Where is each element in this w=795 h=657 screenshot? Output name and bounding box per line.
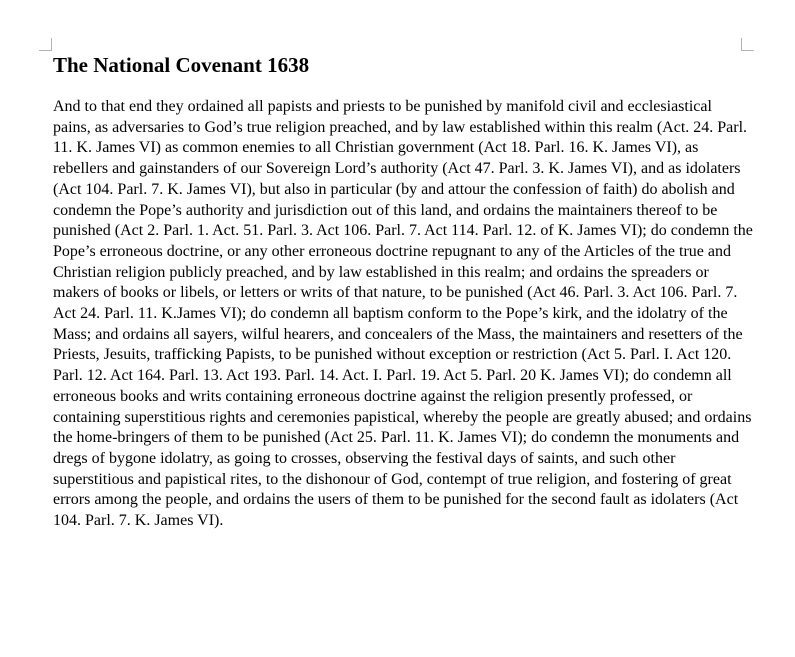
top-right-margin-mark [741, 38, 754, 51]
document-title[interactable]: The National Covenant 1638 [53, 53, 310, 77]
top-left-margin-mark [39, 38, 52, 51]
document-paragraph[interactable]: And to that end they ordained all papists and priests to be punished by manifold civil and ecclesiastical pains, as adversaries to God’s true religion preached, and by law established within this realm (Act. 24. Parl. 11. K. James VI) as common enemies to all Christian government (Act 18. Parl. 16. K. James VI), as rebellers and gainstanders of our Sovereign Lord’s authority (Act 47. Parl. 3. K. James VI), and as idolaters (Act 104. Parl. 7. K. James VI), but also in particular (by and attour the confession of faith) do abolish and condemn the Pope’s authority and jurisdiction out of this land, and ordains the maintainers thereof to be punished (Act 2. Parl. 1. Act. 51. Parl. 3. Act 106. Parl. 7. Act 114. Parl. 12. of K. James VI); do condemn the Pope’s erroneous doctrine, or any other erroneous doctrine repugnant to any of the Articles of the true and Christian religion publicly preached, and by law established in this realm; and ordains the spreaders or makers of books or libels, or letters or writs of that nature, to be punished (Act 46. Parl. 3. Act 106. Parl. 7. Act 24. Parl. 11. K.James VI); do condemn all baptism conform to the Pope’s kirk, and the idolatry of the Mass; and ordains all sayers, wilful hearers, and concealers of the Mass, the maintainers and resetters of the Priests, Jesuits, trafficking Papists, to be punished without exception or restriction (Act 5. Parl. I. Act 120. Parl. 12. Act 164. Parl. 13. Act 193. Parl. 14. Act. I. Parl. 19. Act 5. Parl. 20 K. James VI); do condemn all erroneous books and writs containing erroneous doctrine against the religion presently professed, or containing superstitious rights and ceremonies papistical, whereby the people are greatly abused; and ordains the home-bringers of them to be punished (Act 25. Parl. 11. K. James VI); do condemn the monuments and dregs of bygone idolatry, as going to crosses, observing the festival days of saints, and such other superstitious and papistical rites, to the dishonour of God, contempt of true religion, and fostering of great errors among the people, and ordains the users of them to be punished for the second fault as idolaters (Act 104. Parl. 7. K. James VI). [53, 98, 753, 530]
document-body[interactable] [53, 51, 753, 532]
